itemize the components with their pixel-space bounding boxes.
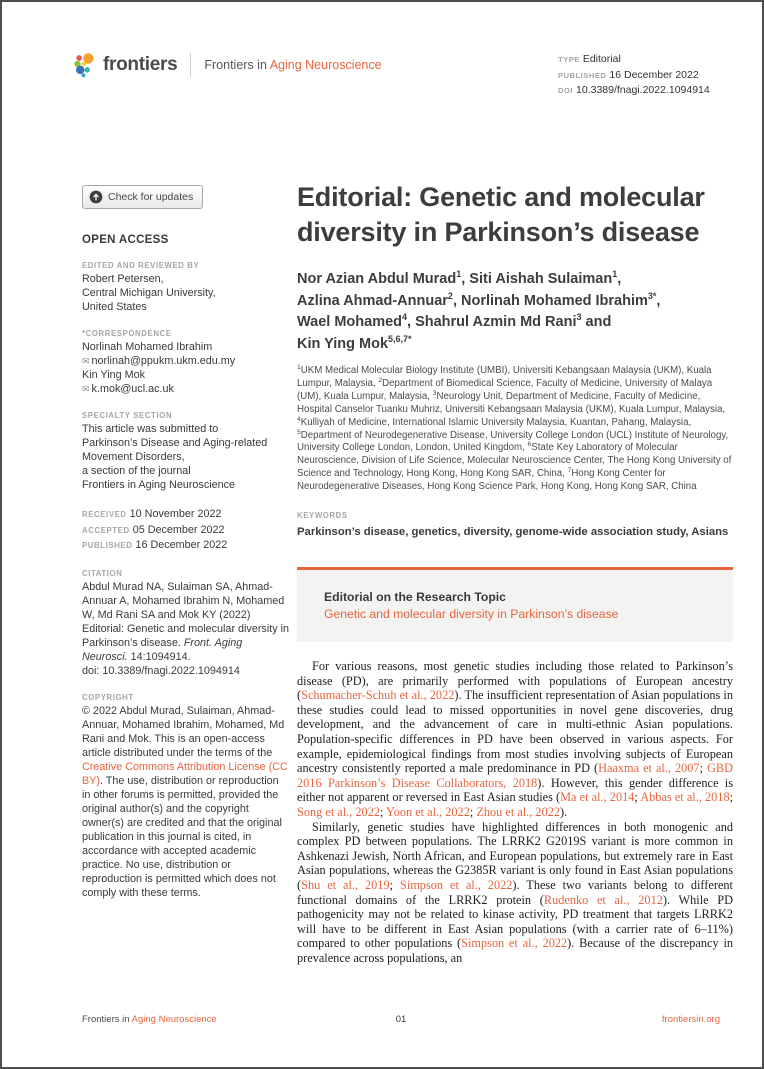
author-list [297, 269, 733, 355]
frontiers-wordmark: frontiers [103, 54, 178, 75]
received-label: RECEIVED [82, 510, 127, 519]
meta-doi-value: 10.3389/fnagi.2022.1094914 [576, 84, 710, 96]
reference-link[interactable]: GBD 2016 Parkinson’s Disease Collaborators, 2018 [297, 761, 733, 790]
citation-doi: doi: 10.3389/fnagi.2022.1094914 [82, 664, 240, 677]
correspondent-name: Kin Ying Mok [82, 369, 146, 381]
journal-name: Aging Neuroscience [269, 58, 382, 72]
superscript: 1 [612, 269, 618, 280]
accepted-value: 05 December 2022 [132, 523, 225, 536]
superscript: 6 [527, 441, 532, 449]
reference-link[interactable]: Simpson et al., 2022 [461, 936, 568, 951]
reference-link[interactable]: Creative Commons Attribution License (CC BY) [82, 760, 288, 787]
article-title: Editorial: Genetic and molecular diversity in Parkinson’s disease [297, 182, 705, 247]
article-meta [558, 52, 728, 99]
reference-link[interactable]: Simpson et al., 2022 [399, 877, 513, 892]
author-line: Nor Azian Abdul Murad$^1$, Siti Aishah Sulaiman$^1$, [297, 269, 622, 287]
research-topic-box [297, 567, 733, 642]
reference-link[interactable]: Schumacher-Schuh et al., 2022 [301, 688, 455, 703]
meta-doi [558, 83, 728, 99]
correspondence-label: *CORRESPONDENCE [82, 329, 172, 338]
footer-journal [82, 1014, 295, 1025]
received-date [82, 507, 290, 523]
envelope-icon: ✉ [82, 356, 90, 366]
footer-journal-prefix: Frontiers in [82, 1014, 130, 1025]
research-topic-heading: Editorial on the Research Topic [324, 590, 506, 605]
specialty-section-text: This article was submitted to Parkinson’s Disease and Aging-related Movement Disorders, a section of the journal Frontiers in Aging Neuroscience [82, 423, 268, 491]
meta-type-value: Editorial [582, 53, 621, 65]
article-body [297, 659, 733, 965]
reference-link[interactable]: Haaxma et al., 2007 [598, 761, 700, 776]
frontiersin-link[interactable]: frontiersin.org [661, 1014, 721, 1025]
accepted-date [82, 523, 290, 539]
reference-link[interactable]: Yoon et al., 2022 [386, 805, 470, 819]
page-footer [82, 1014, 720, 1025]
open-access-heading: OPEN ACCESS [82, 234, 169, 246]
affiliations: $^1$UKM Medical Molecular Biology Institute (UMBI), Universiti Kebangsaan Malaysia (UKM), Kuala Lumpur, Malaysia, $^2$Department of Biomedical Science, Faculty of Medicine, University of Malaya (UM), Kuala Lumpur, Malaysia, $^3$Neurology Unit, Department of Medicine, Faculty of Medicine, Hospital Canselor Tuanku Muhriz, Universiti Kebangsaan Malaysia (UKM), Kuala Lumpur, Malaysia, $^4$Kulliyah of Medicine, International Islamic University Malaysia, Kuantan, Pahang, Malaysia, $^5$Department of Neurodegenerative Disease, University College London (UCL) Institute of Neurology, University College London, London, United Kingdom, $^6$State Key Laboratory of Molecular Neuroscience, Division of Life Science, Molecular Neuroscience Center, The Hong Kong University of Science and Technology, Hong Kong, Hong Kong SAR, China, $^7$Hong Kong Center for Neurodegenerative Diseases, Hong Kong Science Park, Hong Kong, Hong Kong SAR, China [297, 363, 732, 493]
page-number: 01 [395, 1014, 407, 1025]
superscript: 1 [297, 363, 301, 371]
email-address[interactable]: norlinah@ppukm.ukm.edu.my [91, 355, 236, 367]
superscript: 3* [647, 290, 657, 301]
journal-prefix: Frontiers in [204, 58, 267, 72]
correspondent-name: Norlinah Mohamed Ibrahim [82, 341, 213, 353]
superscript: 3 [576, 312, 582, 323]
journal-title [204, 58, 381, 72]
header [72, 52, 382, 78]
keywords-text: Parkinson’s disease, genetics, diversity, genome-wide association study, Asians [297, 526, 729, 539]
specialty-section-label: SPECIALTY SECTION [82, 411, 173, 420]
published-date [82, 538, 290, 554]
author-line: Kin Ying Mok$^{5,6,7*}$ [297, 333, 412, 352]
correspondent-email[interactable] [82, 382, 290, 396]
superscript: 3 [432, 389, 437, 397]
superscript: 4 [402, 312, 408, 323]
correspondent-email[interactable] [82, 354, 290, 368]
header-divider [190, 53, 191, 77]
reference-link[interactable]: Ma et al., 2014 [560, 790, 635, 805]
meta-published-value: 16 December 2022 [609, 68, 699, 81]
footer-site-link[interactable] [507, 1014, 720, 1025]
reference-link[interactable]: Rudenko et al., 2012 [543, 892, 663, 907]
meta-published [558, 68, 728, 84]
copyright-text: © 2022 Abdul Murad, Sulaiman, Ahmad-Annuar, Mohamed Ibrahim, Mohamed, Md Rani and Mok. This is an open-access article distributed under the terms of the Creative Commons Attribution License (CC BY). The use, distribution or reproduction in other forums is permitted, provided the original author(s) and the copyright owner(s) are credited and that the original publication in this journal is cited, in accordance with accepted academic practice. No use, distribution or reproduction is permitted which does not comply with these terms. [82, 704, 288, 899]
crossmark-icon [89, 190, 103, 204]
reference-link[interactable]: Song et al., 2022 [297, 805, 380, 819]
meta-type-label: TYPE [558, 55, 580, 64]
envelope-icon: ✉ [82, 384, 90, 394]
author-line: Wael Mohamed$^4$, Shahrul Azmin Md Rani$^3$ and [297, 312, 612, 330]
research-topic-link[interactable]: Genetic and molecular diversity in Parkinson’s disease [324, 607, 619, 622]
reference-link[interactable]: Zhou et al., 2022 [476, 805, 561, 819]
citation-text: Abdul Murad NA, Sulaiman SA, Ahmad-Annuar A, Mohamed Ibrahim N, Mohamed W, Md Rani SA and Mok KY (2022) Editorial: Genetic and molecular diversity in Parkinson’s disease. Front. Aging Neurosci. 14:1094914. [82, 580, 290, 663]
edited-by-label: EDITED AND REVIEWED BY [82, 261, 200, 270]
received-value: 10 November 2022 [129, 508, 222, 520]
superscript: 1 [456, 269, 462, 280]
footer-journal-name: Aging Neuroscience [131, 1014, 217, 1025]
reference-link[interactable]: Abbas et al., 2018 [640, 790, 730, 805]
dates-block [82, 507, 290, 554]
superscript: 2 [378, 376, 383, 384]
published-value: 16 December 2022 [135, 539, 228, 551]
meta-doi-label: DOI [558, 86, 574, 95]
meta-type [558, 52, 728, 68]
author-line: Azlina Ahmad-Annuar$^2$, Norlinah Mohamed Ibrahim$^{3*}$, [297, 290, 661, 309]
check-for-updates-label: Check for updates [108, 191, 194, 203]
superscript: 4 [297, 415, 301, 423]
keywords-label: KEYWORDS [297, 511, 348, 521]
accepted-label: ACCEPTED [82, 525, 130, 535]
email-address[interactable]: k.mok@ucl.ac.uk [91, 383, 174, 395]
citation-label: CITATION [82, 568, 123, 578]
check-for-updates-button[interactable] [82, 185, 203, 209]
body-paragraph: Similarly, genetic studies have highlighted differences in both monogenic and complex PD between populations. The LRRK2 G2019S variant is more common in Ashkenazi Jewish, North African, and European populations, but extremely rare in East Asian populations, whereas the G2385R variant is only found in East Asian populations (Shu et al., 2019; Simpson et al., 2022). These two variants belong to different functional domains of the LRRK2 protein (Rudenko et al., 2012). While PD pathogenicity may not be related to kinase activity, PD treatment that targets LRRK2 will have to be different in East Asian populations (with a carrier rate of 6–11%) compared to other populations (Simpson et al., 2022). Because of the discrepancy in prevalence across populations, an [297, 819, 734, 965]
reference-link[interactable]: Shu et al., 2019 [301, 877, 390, 892]
copyright-label: COPYRIGHT [82, 692, 134, 702]
main-column [297, 180, 733, 966]
superscript: 2 [447, 290, 453, 301]
superscript: 5,6,7* [388, 333, 412, 344]
superscript: 7 [567, 467, 572, 475]
meta-published-label: PUBLISHED [558, 70, 607, 80]
body-paragraph: For various reasons, most genetic studies including those related to Parkinson’s disease (PD), are primarily performed with populations of European ancestry (Schumacher-Schuh et al., 2022). The insufficient representation of Asian populations in these studies could lead to missed opportunities in novel gene discoveries, drug development, and the advancement of care in multi-ethnic Asian populations. Population-specific differences in PD have been observed in various aspects. For example, epidemiological findings from most studies involving subjects of European ancestry consistently reported a male predominance in PD (Haaxma et al., 2007; GBD 2016 Parkinson’s Disease Collaborators, 2018). However, this gender difference is either not apparent or reversed in East Asian studies (Ma et al., 2014; Abbas et al., 2018; Song et al., 2022; Yoon et al., 2022; Zhou et al., 2022). [297, 659, 734, 819]
edited-by-text: Robert Petersen, Central Michigan University, United States [82, 273, 216, 313]
frontiers-logo-icon [72, 52, 96, 78]
superscript: 5 [297, 428, 301, 436]
sidebar [82, 185, 290, 900]
published-label: PUBLISHED [82, 541, 133, 550]
